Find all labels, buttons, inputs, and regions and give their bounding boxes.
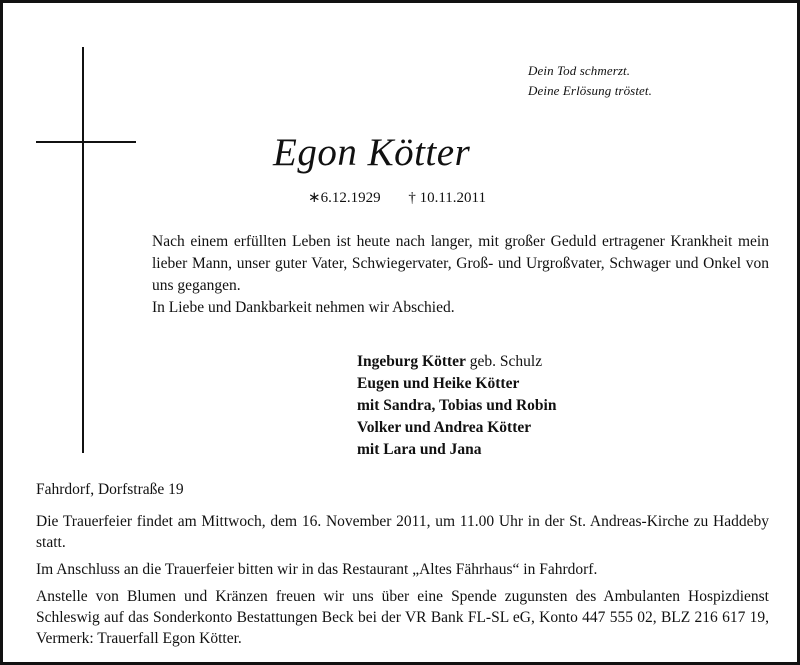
- birth-date: ∗6.12.1929: [308, 190, 381, 206]
- mourner-primary: [357, 351, 657, 373]
- funeral-service-info: Die Trauerfeier findet am Mittwoch, dem 16. November 2011, um 11.00 Uhr in der St. Andreas-Kirche zu Haddeby statt.: [36, 513, 769, 551]
- reception-info: Im Anschluss an die Trauerfeier bitten wir in das Restaurant „Altes Fährhaus“ in Fahrdorf.: [36, 561, 598, 578]
- donation-info: Anstelle von Blumen und Kränzen freuen wir uns über eine Spende zugunsten des Ambulanten Hospizdienst Schleswig auf das Sonderkonto Bestattungen Beck bei der VR Bank FL-SL eG, Konto 447 555 02, BLZ 216 617 19, Vermerk: Trauerfall Egon Kötter.: [36, 588, 769, 647]
- announcement-paragraph: Nach einem erfüllten Leben ist heute nach langer, mit großer Geduld ertragener Krankheit mein lieber Mann, unser guter Vater, Schwiegervater, Groß- und Urgroßvater, Schwager und Onkel von uns gegangen.: [152, 233, 769, 294]
- deceased-name: Egon Kötter: [273, 131, 471, 174]
- farewell-line: In Liebe und Dankbarkeit nehmen wir Abschied.: [152, 299, 455, 316]
- motto: [528, 61, 778, 101]
- life-dates: [308, 188, 538, 208]
- mourner-line: mit Lara und Jana: [357, 441, 482, 458]
- address: Fahrdorf, Dorfstraße 19: [36, 481, 184, 498]
- main-announcement: [152, 231, 769, 319]
- mourner-primary-maiden-name: geb. Schulz: [465, 353, 543, 370]
- mourners-list: [357, 351, 657, 461]
- mourner-line: Volker und Andrea Kötter: [357, 419, 532, 436]
- mourner-line: Eugen und Heike Kötter: [357, 375, 520, 392]
- motto-line-2: Deine Erlösung tröstet.: [528, 83, 652, 98]
- mourner-line: mit Sandra, Tobias und Robin: [357, 397, 557, 414]
- cross-horizontal-line: [36, 141, 136, 143]
- cross-vertical-line: [82, 47, 84, 453]
- mourner-primary-name: Ingeburg Kötter: [357, 353, 466, 370]
- motto-line-1: Dein Tod schmerzt.: [528, 63, 631, 78]
- death-date: † 10.11.2011: [408, 190, 486, 206]
- footer-information: [36, 511, 769, 649]
